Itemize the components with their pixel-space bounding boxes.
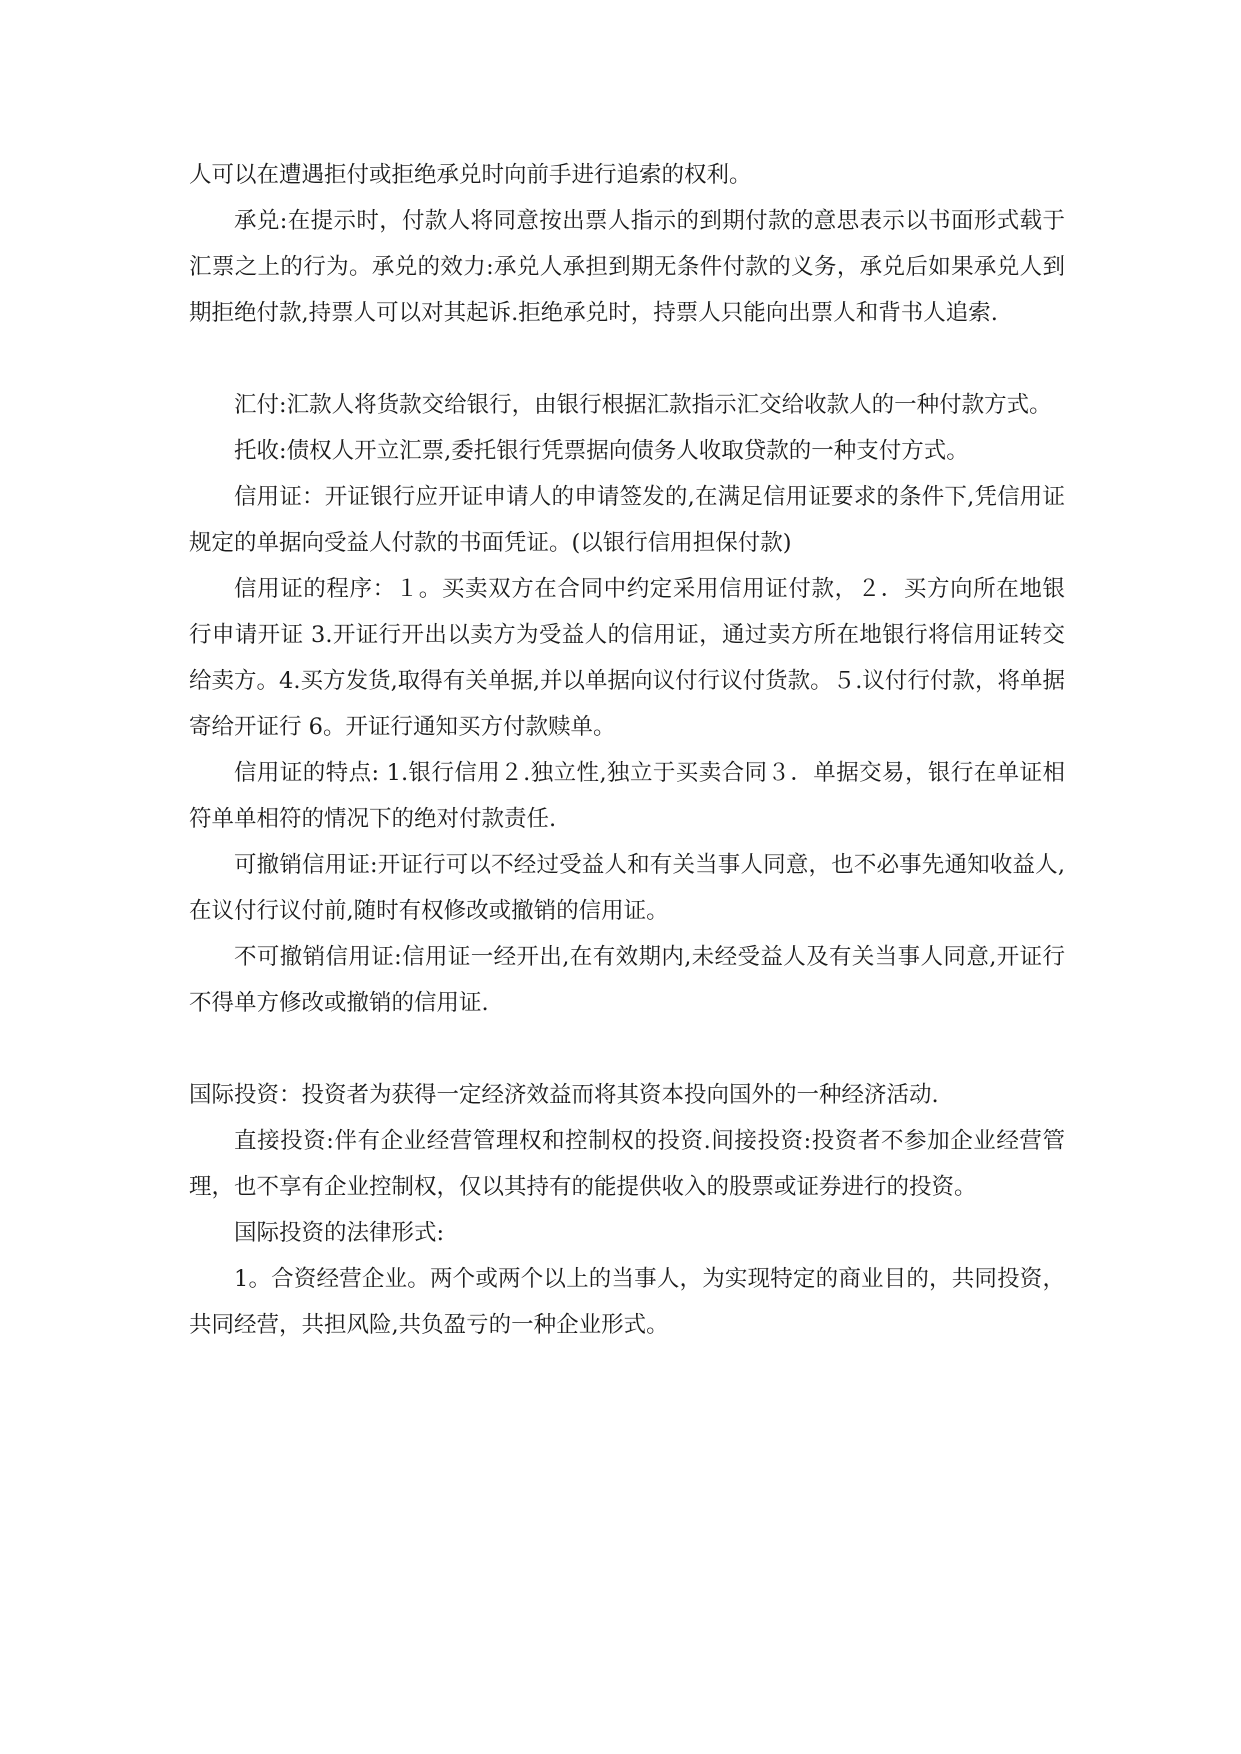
paragraph-spacer — [189, 1026, 1065, 1072]
paragraph-recourse-right: 人可以在遭遇拒付或拒绝承兑时向前手进行追索的权利。 — [189, 162, 752, 188]
paragraph-lc-features: 信用证的特点: 1.银行信用２.独立性,独立于买卖合同３．单据交易，银行在单证相符单单相符的情况下的绝对付款责任. — [189, 760, 1065, 832]
paragraph-legal-forms-heading: 国际投资的法律形式: — [234, 1220, 445, 1246]
paragraph-direct-indirect-investment: 直接投资:伴有企业经营管理权和控制权的投资.间接投资:投资者不参加企业经营管理，也不享有企业控制权，仅以其持有的能提供收入的股票或证券进行的投资。 — [189, 1128, 1065, 1200]
paragraph-spacer — [189, 336, 1065, 382]
paragraph-joint-venture: 1。合资经营企业。两个或两个以上的当事人，为实现特定的商业目的，共同投资，共同经营，共担风险,共负盈亏的一种企业形式。 — [189, 1266, 1065, 1338]
paragraph-lc-procedure: 信用证的程序：１。买卖双方在合同中约定采用信用证付款，２．买方向所在地银行申请开证 3.开证行开出以卖方为受益人的信用证，通过卖方所在地银行将信用证转交给卖方。4.买方发货,取得有关单据,并以单据向议付行议付货款。５.议付行付款，将单据寄给开证行 6。开证行通知买方付款赎单。 — [189, 576, 1065, 740]
paragraph-collection: 托收:债权人开立汇票,委托银行凭票据向债务人收取贷款的一种支付方式。 — [234, 438, 969, 464]
paragraph-letter-of-credit: 信用证：开证银行应开证申请人的申请签发的,在满足信用证要求的条件下,凭信用证规定的单据向受益人付款的书面凭证。(以银行信用担保付款) — [189, 484, 1065, 556]
document-body — [189, 152, 1065, 1348]
paragraph-revocable-lc: 可撤销信用证:开证行可以不经过受益人和有关当事人同意，也不必事先通知收益人,在议付行议付前,随时有权修改或撤销的信用证。 — [189, 852, 1065, 924]
paragraph-remittance: 汇付:汇款人将货款交给银行，由银行根据汇款指示汇交给收款人的一种付款方式。 — [234, 392, 1052, 418]
paragraph-acceptance: 承兑:在提示时，付款人将同意按出票人指示的到期付款的意思表示以书面形式载于汇票之上的行为。承兑的效力:承兑人承担到期无条件付款的义务，承兑后如果承兑人到期拒绝付款,持票人可以对其起诉.拒绝承兑时，持票人只能向出票人和背书人追索. — [189, 208, 1065, 326]
paragraph-irrevocable-lc: 不可撤销信用证:信用证一经开出,在有效期内,未经受益人及有关当事人同意,开证行不得单方修改或撤销的信用证. — [189, 944, 1065, 1016]
paragraph-international-investment: 国际投资：投资者为获得一定经济效益而将其资本投向国外的一种经济活动. — [189, 1082, 939, 1108]
